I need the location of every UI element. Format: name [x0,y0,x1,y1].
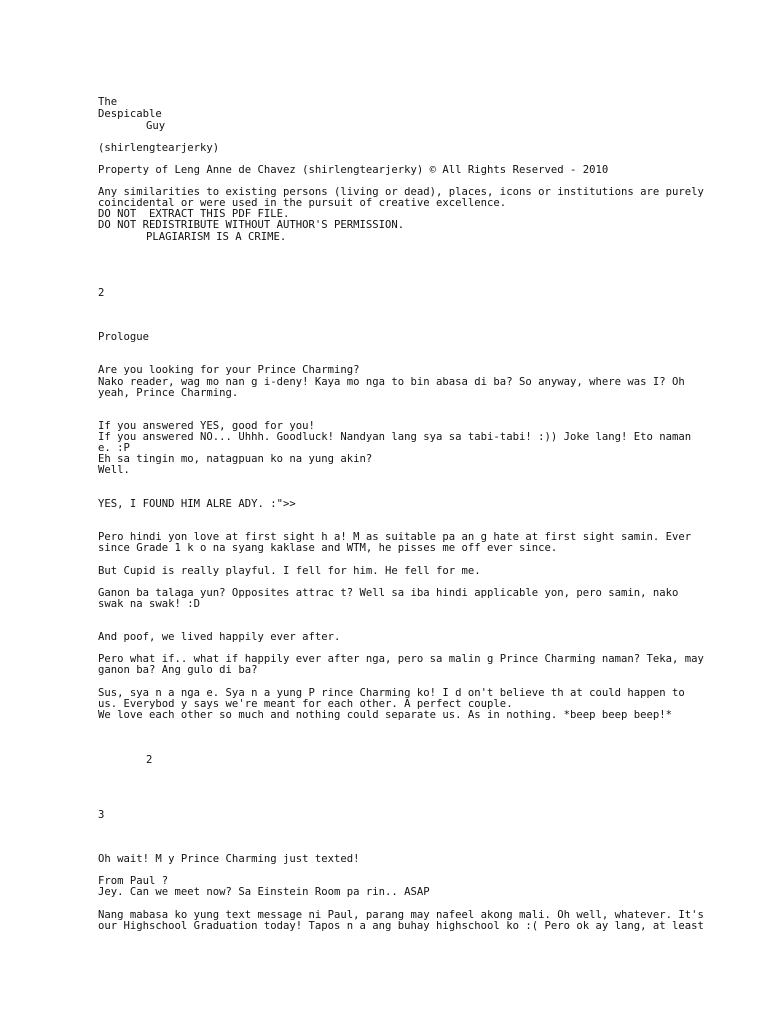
body-line: And poof, we lived happily ever after. [98,631,341,643]
body-line: If you answered YES, good for you! [98,420,315,432]
body-line: Are you looking for your Prince Charming? [98,364,360,376]
page-number: 3 [98,809,105,821]
copyright-line: Property of Leng Anne de Chavez (shirlengtearjerky) © All Rights Reserved - 2010 [98,164,609,176]
body-line: Sus, sya n a nga e. Sya n a yung P rince Charming ko! I d on't believe th at could happen to [98,687,685,699]
body-line: our Highschool Graduation today! Tapos n a ang buhay highschool ko :( Pero ok ay lang, at least [98,920,704,932]
body-line: Eh sa tingin mo, natagpuan ko na yung akin? [98,453,373,465]
author-handle: (shirlengtearjerky) [98,142,220,154]
body-line: swak na swak! :D [98,598,201,610]
disclaimer-line: DO NOT EXTRACT THIS PDF FILE. [98,208,290,220]
disclaimer-line: PLAGIARISM IS A CRIME. [146,231,287,243]
body-line: Jey. Can we meet now? Sa Einstein Room pa rin.. ASAP [98,886,430,898]
body-line: Nako reader, wag mo nan g i-deny! Kaya mo nga to bin abasa di ba? So anyway, where was I? Oh [98,376,685,388]
body-line: YES, I FOUND HIM ALRE ADY. :">> [98,498,296,510]
body-line: us. Everybod y says we're meant for each other. A perfect couple. [98,698,513,710]
disclaimer-line: Any similarities to existing persons (living or dead), places, icons or institutions are purely [98,186,704,198]
page-number: 2 [146,754,153,766]
body-line: Well. [98,464,130,476]
body-line: Oh wait! M y Prince Charming just texted! [98,853,360,865]
body-line: If you answered NO... Uhhh. Goodluck! Nandyan lang sya sa tabi-tabi! :)) Joke lang! Eto naman [98,431,692,443]
title-line-3: Guy [146,120,166,132]
body-line: Nang mabasa ko yung text message ni Paul, parang may nafeel akong mali. Oh well, whatever. It's [98,909,704,921]
body-line: We love each other so much and nothing could separate us. As in nothing. *beep beep beep!* [98,709,673,721]
body-line: Pero hindi yon love at first sight h a! M as suitable pa an g hate at first sight samin. Ever [98,531,692,543]
body-line: Ganon ba talaga yun? Opposites attrac t? Well sa iba hindi applicable yon, pero samin, nako [98,587,679,599]
body-line: ganon ba? Ang gulo di ba? [98,664,258,676]
body-line: since Grade 1 k o na syang kaklase and WTM, he pisses me off ever since. [98,542,558,554]
page-number: 2 [98,287,105,299]
section-heading: Prologue [98,331,150,343]
body-line: But Cupid is really playful. I fell for him. He fell for me. [98,565,481,577]
body-line: From Paul ? [98,875,169,887]
disclaimer-line: DO NOT REDISTRIBUTE WITHOUT AUTHOR'S PERMISSION. [98,219,405,231]
disclaimer-line: coincidental or were used in the pursuit of creative excellence. [98,197,507,209]
title-line-1: The [98,96,118,108]
title-line-2: Despicable [98,108,162,120]
body-line: yeah, Prince Charming. [98,387,239,399]
body-line: e. :P [98,442,130,454]
body-line: Pero what if.. what if happily ever after nga, pero sa malin g Prince Charming naman? Teka, may [98,653,704,665]
